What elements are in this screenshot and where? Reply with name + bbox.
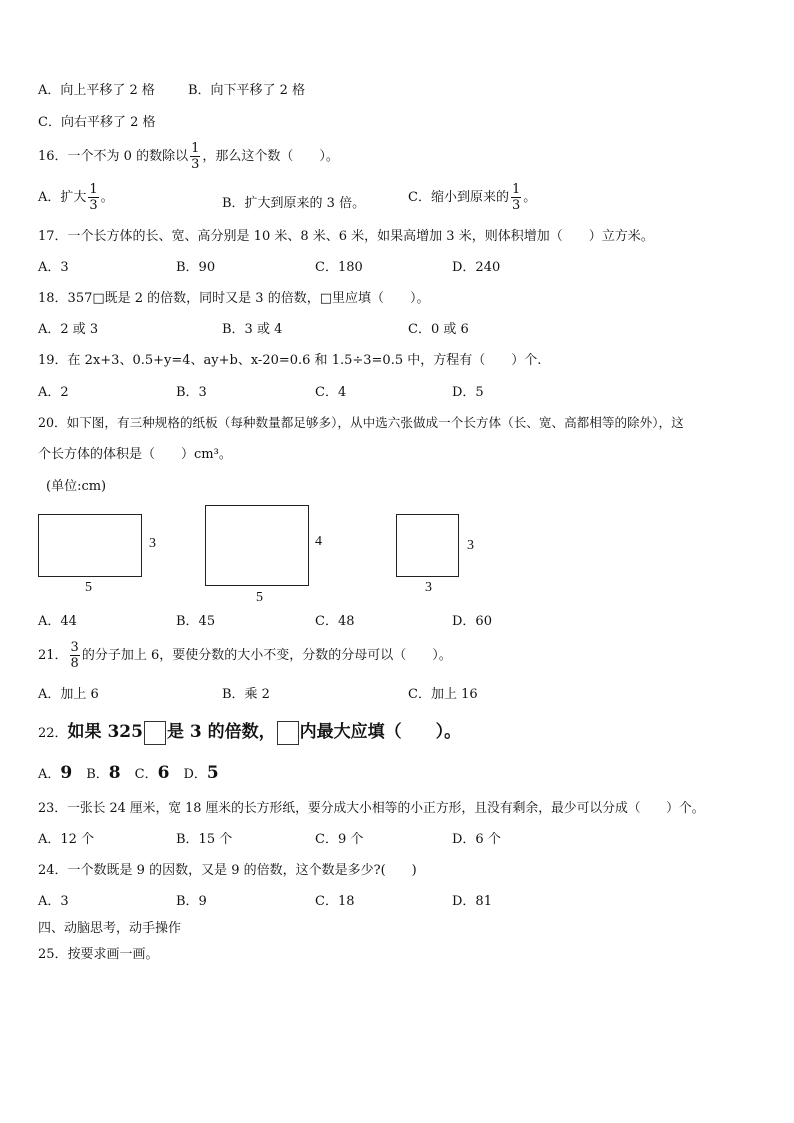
q22-text-3: 内最大应填（ ）。 bbox=[299, 722, 462, 742]
q22-number: 22． bbox=[38, 726, 68, 741]
q20-option-c: C．48 bbox=[315, 614, 355, 629]
q16-fraction bbox=[190, 141, 200, 172]
q16-stem bbox=[38, 141, 339, 172]
q21-option-a: A．加上 6 bbox=[38, 687, 99, 702]
q17-option-c: C．180 bbox=[315, 260, 363, 275]
q17-option-a: A．3 bbox=[38, 260, 69, 275]
q23-option-a: A．12 个 bbox=[38, 832, 95, 847]
q25-stem: 25．按要求画一画。 bbox=[38, 947, 159, 962]
q20-rect1-height-label: 3 bbox=[149, 536, 156, 551]
q22-option-b-value: 8 bbox=[108, 763, 121, 783]
q16-option-a-fraction bbox=[88, 182, 98, 213]
q19-option-d: D．5 bbox=[452, 385, 484, 400]
q16-option-c-end: 。 bbox=[523, 190, 537, 205]
q23-option-c: C．9 个 bbox=[315, 832, 364, 847]
q18-option-a: A．2 或 3 bbox=[38, 322, 99, 337]
q21-option-c: C．加上 16 bbox=[408, 687, 478, 702]
q20-option-b: B．45 bbox=[176, 614, 216, 629]
q22-option-b-letter: B． bbox=[86, 767, 109, 782]
q21-number: 21． bbox=[38, 648, 68, 663]
q15-option-b: B．向下平移了 2 格 bbox=[188, 83, 306, 98]
q23-option-d: D．6 个 bbox=[452, 832, 501, 847]
q20-rect-5x4 bbox=[205, 505, 309, 586]
q22-options-row bbox=[38, 762, 219, 786]
q20-rect-5x3 bbox=[38, 514, 142, 577]
fraction-numerator: 1 bbox=[191, 141, 200, 156]
q16-stem-text: 16．一个不为 0 的数除以 bbox=[38, 149, 189, 164]
q20-unit-label: (单位:cm) bbox=[46, 479, 107, 494]
q15-option-a: A．向上平移了 2 格 bbox=[38, 83, 155, 98]
fraction-numerator: 1 bbox=[89, 182, 98, 197]
q20-stem-line-1: 20．如下图，有三种规格的纸板（每种数量都足够多），从中选六张做成一个长方体（长、宽、高都相等的除外），这 bbox=[38, 415, 684, 430]
q24-option-b: B．9 bbox=[176, 894, 207, 909]
q17-stem: 17．一个长方体的长、宽、高分别是 10 米、8 米、6 米，如果高增加 3 米，则体积增加（ ）立方米。 bbox=[38, 229, 654, 244]
q21-stem bbox=[38, 640, 452, 671]
fraction-denominator: 3 bbox=[511, 198, 521, 213]
q19-option-a: A．2 bbox=[38, 385, 69, 400]
q20-option-d: D．60 bbox=[452, 614, 492, 629]
q22-option-d-letter: D． bbox=[183, 767, 207, 782]
q23-option-b: B．15 个 bbox=[176, 832, 233, 847]
q22-stem bbox=[38, 718, 461, 748]
q18-option-c: C．0 或 6 bbox=[408, 322, 469, 337]
q20-rect-3x3 bbox=[396, 514, 459, 577]
q24-stem: 24．一个数既是 9 的因数，又是 9 的倍数，这个数是多少?( ) bbox=[38, 863, 417, 878]
q21-stem-text: 的分子加上 6，要使分数的大小不变，分数的分母可以（ ）。 bbox=[81, 648, 452, 663]
q19-option-b: B．3 bbox=[176, 385, 207, 400]
q18-stem: 18．357□既是 2 的倍数，同时又是 3 的倍数，□里应填（ ）。 bbox=[38, 291, 430, 306]
q23-stem: 23．一张长 24 厘米，宽 18 厘米的长方形纸，要分成大小相等的小正方形，且没有剩余，最少可以分成（ ）个。 bbox=[38, 801, 705, 816]
q22-option-c-letter: C． bbox=[134, 767, 158, 782]
q20-option-a: A．44 bbox=[38, 614, 77, 629]
q22-option-a-value: 9 bbox=[60, 763, 73, 783]
q17-option-b: B．90 bbox=[176, 260, 216, 275]
q16-option-c-fraction bbox=[511, 182, 521, 213]
q16-option-c bbox=[408, 182, 536, 213]
q16-option-c-text: C．缩小到原来的 bbox=[408, 190, 509, 205]
q19-option-c: C．4 bbox=[315, 385, 347, 400]
q16-option-a-text: A．扩大 bbox=[38, 190, 87, 205]
q17-option-d: D．240 bbox=[452, 260, 501, 275]
q20-rect2-height-label: 4 bbox=[315, 534, 322, 549]
q21-fraction bbox=[70, 640, 80, 671]
q22-blank-box-1 bbox=[144, 721, 166, 745]
q20-rect3-width-label: 3 bbox=[425, 580, 432, 595]
q15-option-c: C．向右平移了 2 格 bbox=[38, 115, 156, 130]
q24-option-d: D．81 bbox=[452, 894, 492, 909]
fraction-numerator: 3 bbox=[70, 640, 79, 655]
fraction-denominator: 3 bbox=[191, 157, 200, 172]
q22-option-d-value: 5 bbox=[206, 763, 219, 783]
q21-option-b: B．乘 2 bbox=[222, 687, 270, 702]
fraction-numerator: 1 bbox=[511, 182, 521, 197]
q24-option-a: A．3 bbox=[38, 894, 69, 909]
q22-text-1: 如果 325 bbox=[67, 722, 143, 742]
q20-rect1-width-label: 5 bbox=[85, 580, 92, 595]
section-4-title: 四、动脑思考，动手操作 bbox=[38, 921, 182, 936]
q24-option-c: C．18 bbox=[315, 894, 355, 909]
q16-stem-text-end: ，那么这个数（ ）。 bbox=[202, 149, 339, 164]
q16-option-b: B．扩大到原来的 3 倍。 bbox=[222, 196, 366, 211]
q16-option-a bbox=[38, 182, 114, 213]
q19-stem: 19．在 2x+3、0.5+y=4、ay+b、x-20=0.6 和 1.5÷3=0.5 中，方程有（ ）个. bbox=[38, 353, 542, 368]
q22-blank-box-2 bbox=[277, 721, 299, 745]
q22-text-2: 是 3 的倍数， bbox=[166, 722, 276, 742]
fraction-denominator: 8 bbox=[70, 656, 79, 671]
q18-option-b: B．3 或 4 bbox=[222, 322, 283, 337]
q20-rect3-height-label: 3 bbox=[467, 538, 474, 553]
q22-option-a-letter: A． bbox=[38, 767, 61, 782]
fraction-denominator: 3 bbox=[89, 198, 98, 213]
q20-rect2-width-label: 5 bbox=[256, 590, 263, 605]
q16-option-a-end: 。 bbox=[100, 190, 114, 205]
q22-option-c-value: 6 bbox=[157, 763, 170, 783]
q20-stem-line-2: 个长方体的体积是（ ）cm³。 bbox=[38, 447, 232, 462]
